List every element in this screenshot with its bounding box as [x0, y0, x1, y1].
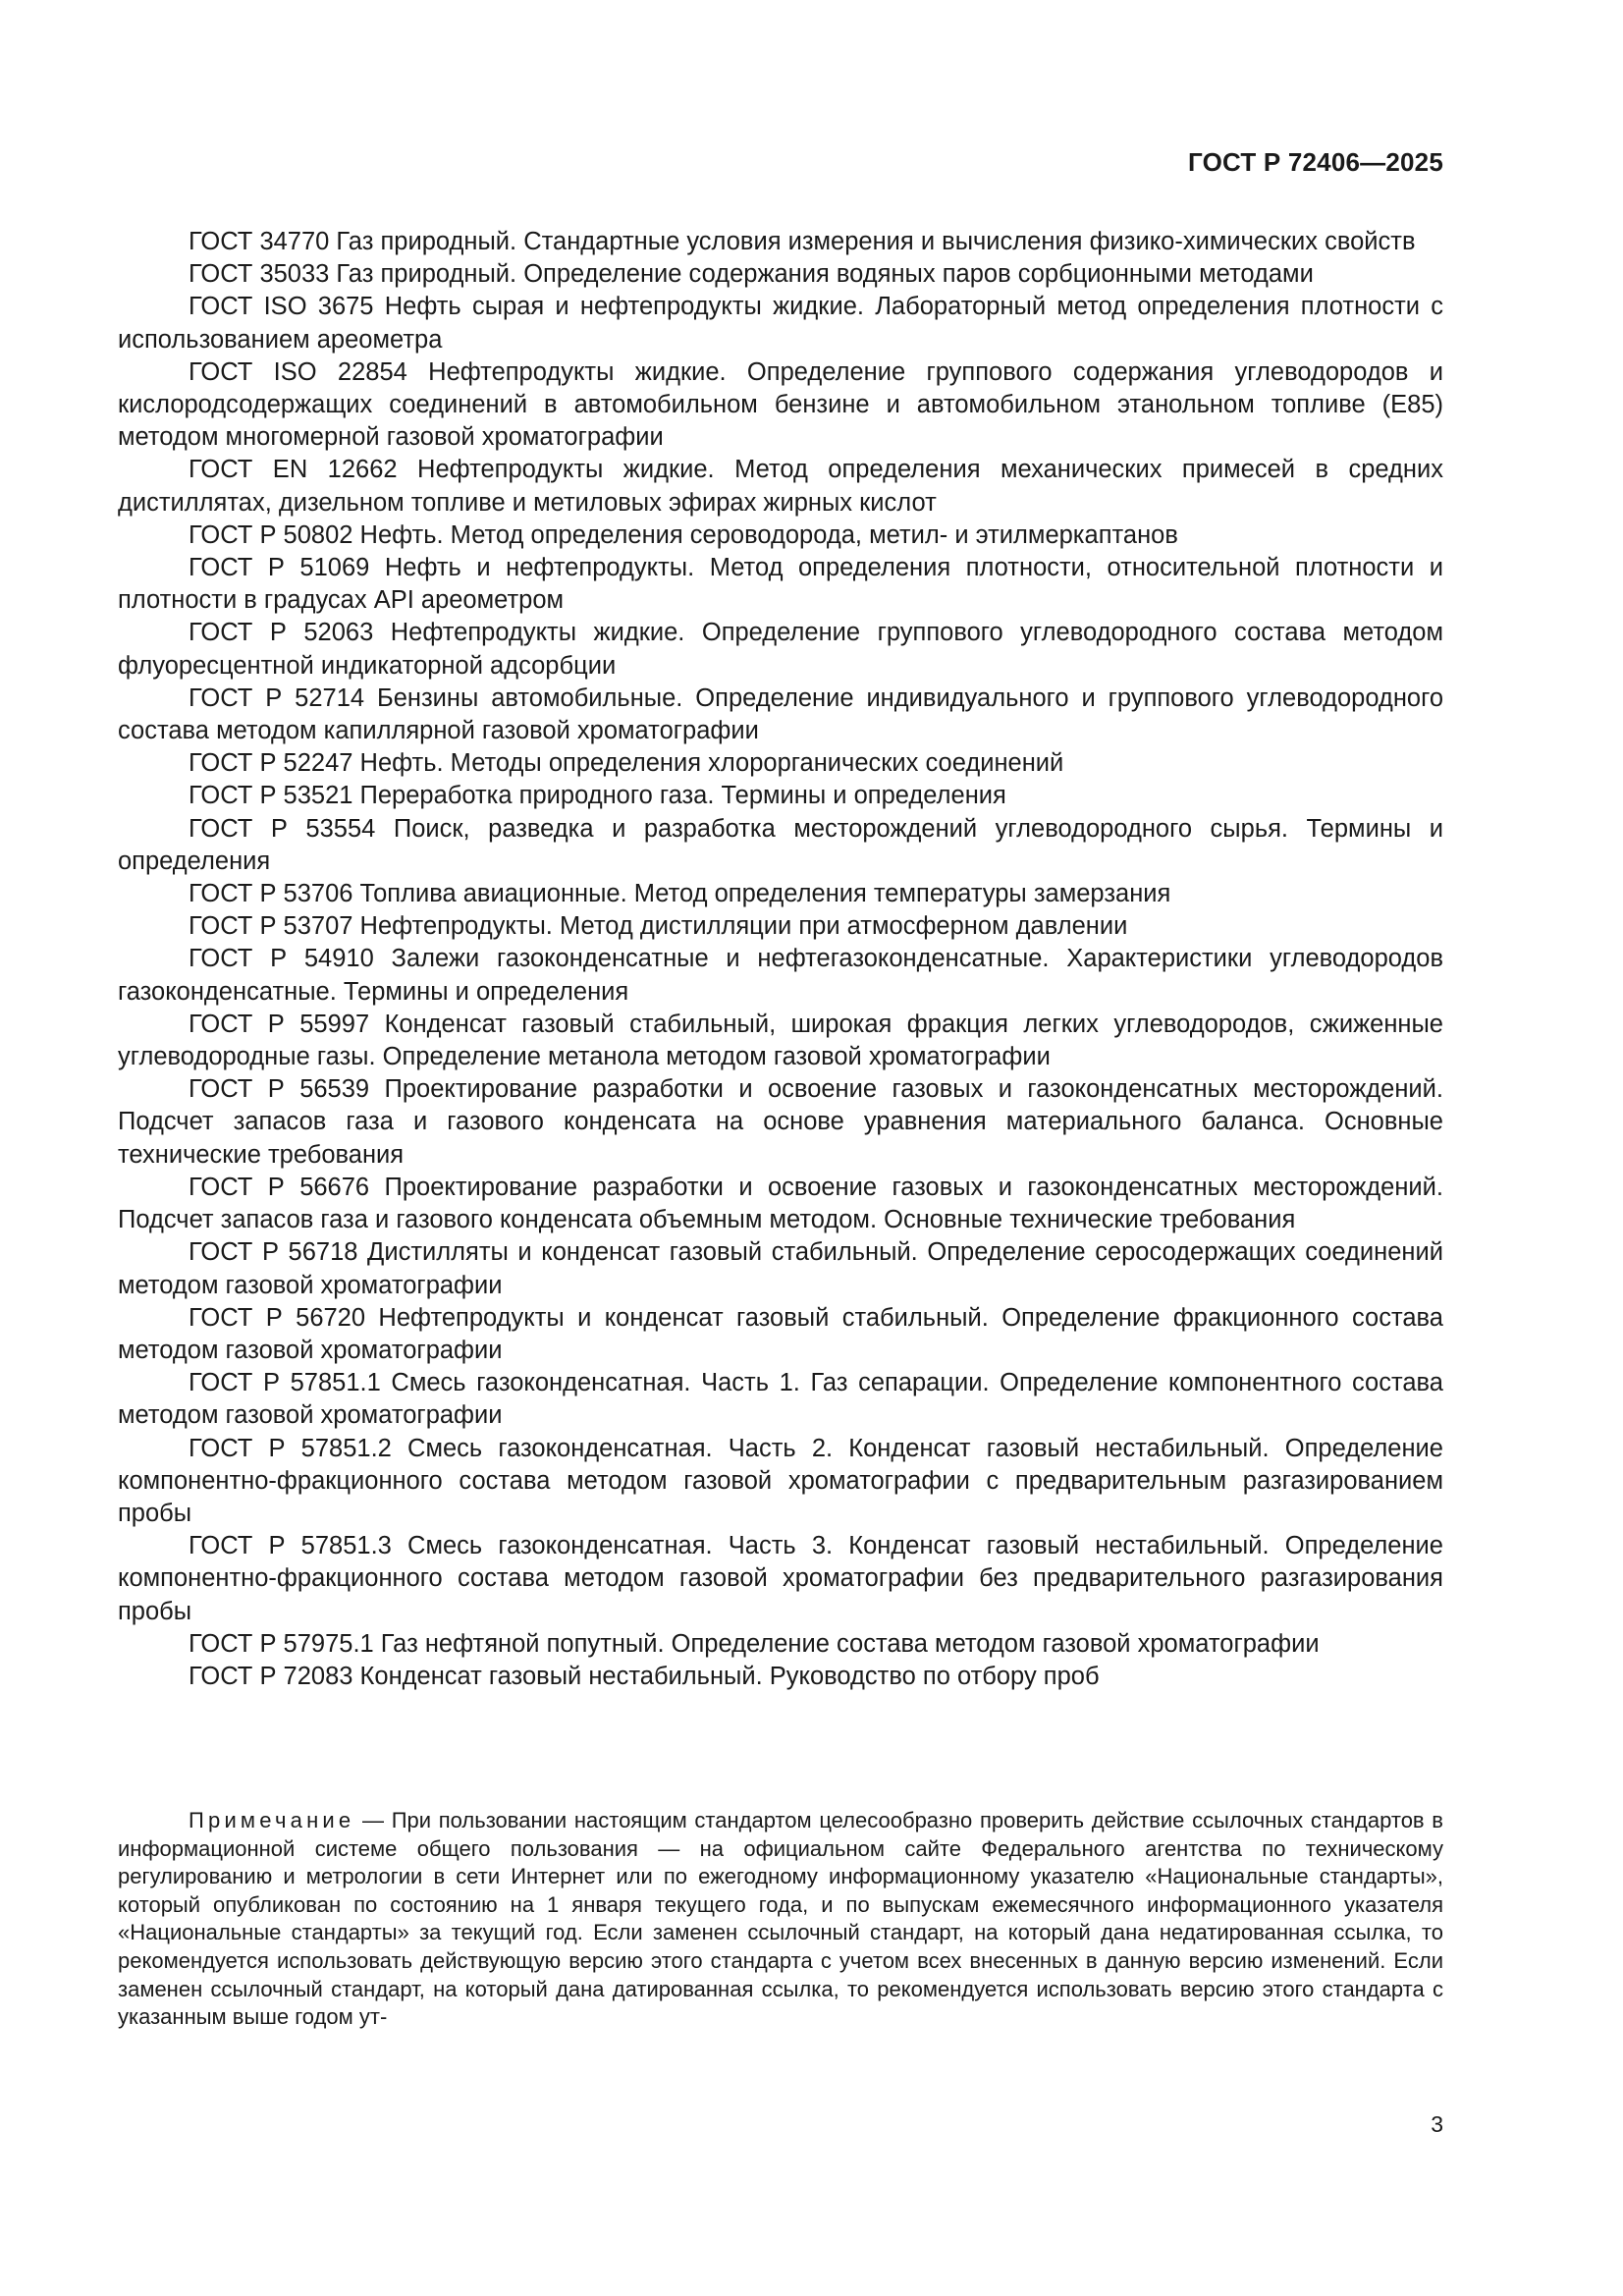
- normative-references-list: [118, 226, 1443, 1693]
- reference-item: ГОСТ Р 53554 Поиск, разведка и разработка месторождений углеводородного сырья. Термины и определения: [118, 814, 1443, 875]
- reference-item: ГОСТ Р 72083 Конденсат газовый нестабильный. Руководство по отбору проб: [189, 1662, 1100, 1690]
- reference-item: ГОСТ Р 57851.1 Смесь газоконденсатная. Часть 1. Газ сепарации. Определение компонентного состава методом газовой хроматографии: [118, 1369, 1443, 1430]
- reference-item: ГОСТ Р 53521 Переработка природного газа. Термины и определения: [189, 782, 1006, 810]
- reference-item: ГОСТ Р 56676 Проектирование разработки и освоение газовых и газоконденсатных месторождений. Подсчет запасов газа и газового конденсата объемным методом. Основные технические требования: [118, 1173, 1443, 1234]
- reference-item: ГОСТ ISO 22854 Нефтепродукты жидкие. Определение группового содержания углеводородов и кислородсодержащих соединений в автомобильном бензине и автомобильном этанольном топливе (Е85) методом многомерной газовой хроматографии: [118, 357, 1443, 452]
- reference-item: ГОСТ Р 51069 Нефть и нефтепродукты. Метод определения плотности, относительной плотности и плотности в градусах API ареометром: [118, 554, 1443, 615]
- reference-item: ГОСТ 34770 Газ природный. Стандартные условия измерения и вычисления физико-химических свойств: [189, 228, 1416, 255]
- reference-item: ГОСТ Р 56720 Нефтепродукты и конденсат газовый стабильный. Определение фракционного состава методом газовой хроматографии: [118, 1303, 1443, 1364]
- reference-item: ГОСТ Р 57975.1 Газ нефтяной попутный. Определение состава методом газовой хроматографии: [189, 1629, 1320, 1658]
- reference-item: ГОСТ ISO 3675 Нефть сырая и нефтепродукты жидкие. Лабораторный метод определения плотности с использованием ареометра: [118, 293, 1443, 354]
- reference-item: ГОСТ Р 57851.3 Смесь газоконденсатная. Часть 3. Конденсат газовый нестабильный. Определение компонентно-фракционного состава методом газовой хроматографии без предварительного разгазирования пробы: [118, 1532, 1443, 1625]
- reference-item: ГОСТ Р 53706 Топлива авиационные. Метод определения температуры замерзания: [189, 880, 1171, 908]
- reference-item: ГОСТ Р 52063 Нефтепродукты жидкие. Определение группового углеводородного состава методом флуоресцентной индикаторной адсорбции: [118, 619, 1443, 680]
- note-paragraph: [118, 1807, 1443, 2032]
- note-label: Примечание: [189, 1808, 355, 1832]
- reference-item: ГОСТ 35033 Газ природный. Определение содержания водяных паров сорбционными методами: [189, 260, 1314, 289]
- reference-item: ГОСТ Р 52247 Нефть. Методы определения хлорорганических соединений: [189, 749, 1064, 778]
- reference-item: ГОСТ Р 50802 Нефть. Метод определения сероводорода, метил- и этилмеркаптанов: [189, 520, 1178, 549]
- reference-item: ГОСТ Р 53707 Нефтепродукты. Метод дистилляции при атмосферном давлении: [189, 912, 1128, 941]
- reference-item: ГОСТ Р 52714 Бензины автомобильные. Определение индивидуального и группового углеводородного состава методом капиллярной газовой хроматографии: [118, 683, 1443, 745]
- note-text: — При пользовании настоящим стандартом целесообразно проверить действие ссылочных стандартов в информационной системе общего пользования — на официальном сайте Федерального агентства по техническому регулированию и метрологии в сети Интернет или по ежегодному информационному указателю «Национальные стандарты», который опубликован по состоянию на 1 января текущего года, и по выпускам ежемесячного информационного указателя «Национальные стандарты» за текущий год. Если заменен ссылочный стандарт, на который дана недатированная ссылка, то рекомендуется использовать действующую версию этого стандарта с учетом всех внесенных в данную версию изменений. Если заменен ссылочный стандарт, на который дана датированная ссылка, то рекомендуется использовать версию этого стандарта с указанным выше годом ут-: [118, 1808, 1443, 2030]
- reference-item: ГОСТ EN 12662 Нефтепродукты жидкие. Метод определения механических примесей в средних дистиллятах, дизельном топливе и метиловых эфирах жирных кислот: [118, 456, 1443, 517]
- reference-item: ГОСТ Р 56539 Проектирование разработки и освоение газовых и газоконденсатных месторождений. Подсчет запасов газа и газового конденсата на основе уравнения материального баланса. Основные технические требования: [118, 1075, 1443, 1169]
- reference-item: ГОСТ Р 54910 Залежи газоконденсатные и нефтегазоконденсатные. Характеристики углеводородов газоконденсатные. Термины и определения: [118, 945, 1443, 1006]
- page-number: 3: [1431, 2111, 1443, 2137]
- document-code-header: ГОСТ Р 72406—2025: [1188, 147, 1443, 177]
- reference-item: ГОСТ Р 56718 Дистилляты и конденсат газовый стабильный. Определение серосодержащих соединений методом газовой хроматографии: [118, 1238, 1443, 1299]
- reference-item: ГОСТ Р 55997 Конденсат газовый стабильный, широкая фракция легких углеводородов, сжиженные углеводородные газы. Определение метанола методом газовой хроматографии: [118, 1010, 1443, 1071]
- reference-item: ГОСТ Р 57851.2 Смесь газоконденсатная. Часть 2. Конденсат газовый нестабильный. Определение компонентно-фракционного состава методом газовой хроматографии с предварительным разгазированием пробы: [118, 1434, 1443, 1527]
